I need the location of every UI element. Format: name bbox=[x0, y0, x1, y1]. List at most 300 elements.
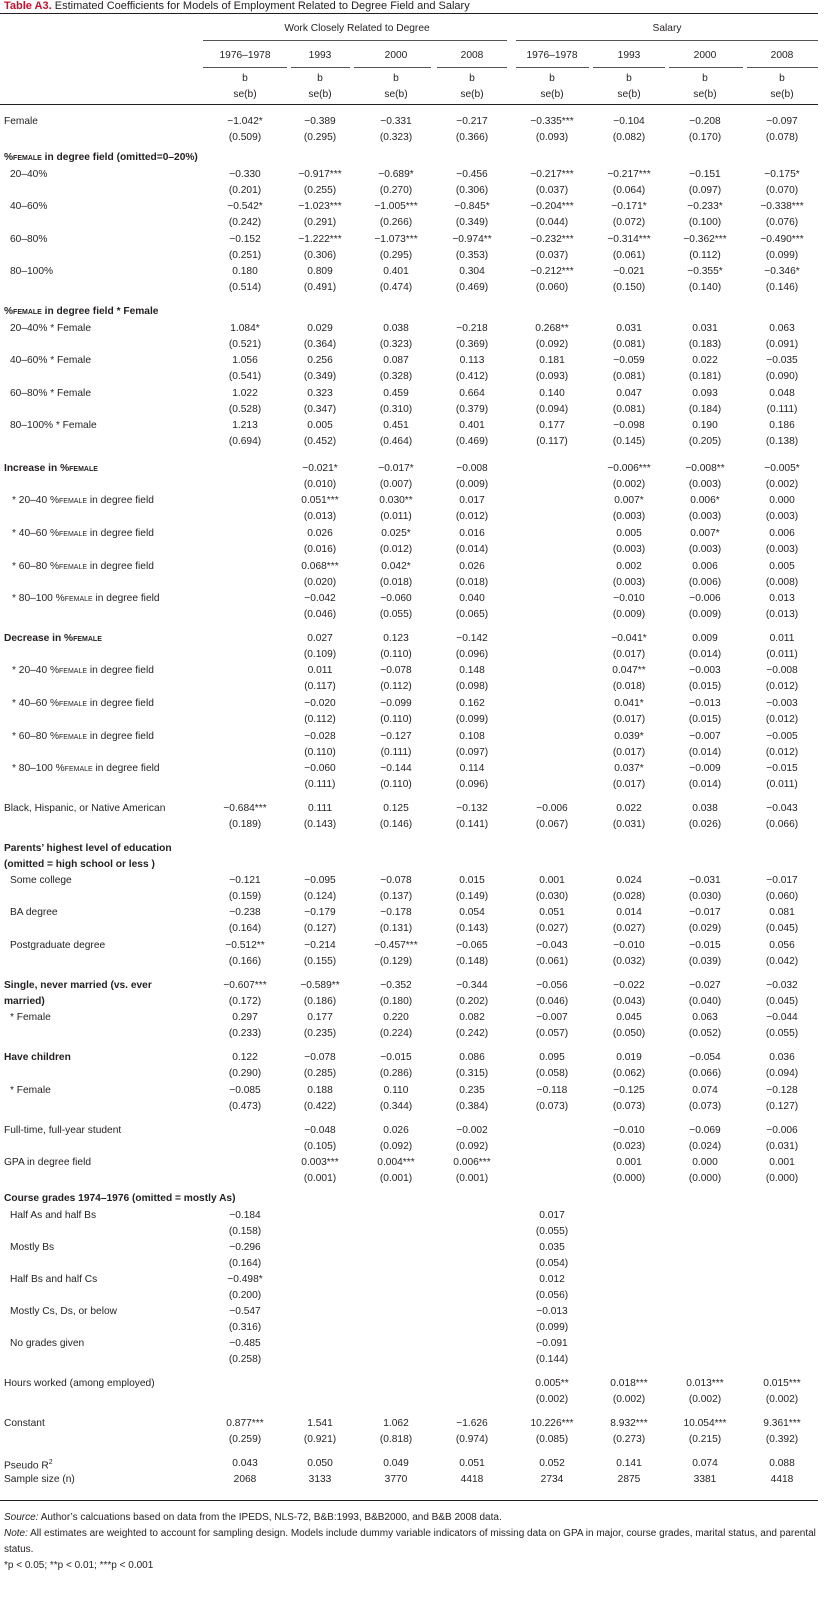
std-error: (0.029) bbox=[688, 923, 722, 934]
std-error: (0.180) bbox=[379, 996, 413, 1007]
std-error: (0.145) bbox=[612, 436, 646, 447]
row-label: * 80–100 %female in degree field bbox=[12, 593, 160, 604]
stat-se-header: se(b) bbox=[770, 89, 794, 100]
std-error: (0.096) bbox=[455, 779, 489, 790]
coef-value: −0.457*** bbox=[374, 940, 418, 951]
std-error: (0.003) bbox=[612, 577, 646, 588]
coef-value: −0.010 bbox=[613, 1125, 645, 1136]
caption-rule bbox=[0, 13, 818, 14]
std-error: (0.014) bbox=[688, 649, 722, 660]
coef-value: 0.014 bbox=[616, 907, 642, 918]
coef-value: −0.099 bbox=[380, 698, 412, 709]
coef-value: 0.087 bbox=[383, 355, 409, 366]
std-error: (0.064) bbox=[612, 185, 646, 196]
coef-value: 0.123 bbox=[383, 633, 409, 644]
sample-size-value: 2875 bbox=[617, 1474, 641, 1485]
std-error: (0.097) bbox=[688, 185, 722, 196]
std-error: (0.098) bbox=[455, 681, 489, 692]
coef-value: 0.047 bbox=[616, 388, 642, 399]
std-error: (0.818) bbox=[379, 1434, 413, 1445]
stat-se-header: se(b) bbox=[308, 89, 332, 100]
coef-value: 1.056 bbox=[232, 355, 258, 366]
std-error: (0.008) bbox=[765, 577, 799, 588]
std-error: (0.067) bbox=[535, 819, 569, 830]
group-rule-work bbox=[203, 40, 507, 41]
year-rule bbox=[593, 67, 665, 68]
row-label: %female in degree field * Female bbox=[4, 306, 159, 317]
coef-value: 0.459 bbox=[383, 388, 409, 399]
std-error: (0.464) bbox=[379, 436, 413, 447]
coef-value: 0.268** bbox=[535, 323, 569, 334]
coef-value: −0.362*** bbox=[683, 234, 727, 245]
std-error: (0.111) bbox=[380, 747, 412, 758]
source-note: Source: Author’s calcuations based on data from the IPEDS, NLS-72, B&B:1993, B&B2000, and B&B 2008 data. bbox=[4, 1512, 502, 1523]
std-error: (0.061) bbox=[535, 956, 569, 967]
std-error: (0.349) bbox=[455, 217, 489, 228]
std-error: (0.146) bbox=[765, 282, 799, 293]
row-label: Course grades 1974–1976 (omitted = mostly As) bbox=[4, 1193, 236, 1204]
row-label: Parents’ highest level of education bbox=[4, 843, 172, 854]
coef-value: 0.048 bbox=[769, 388, 795, 399]
coef-value: 0.037* bbox=[614, 763, 644, 774]
coef-value: −0.212*** bbox=[530, 266, 574, 277]
std-error: (0.012) bbox=[765, 747, 799, 758]
coef-value: 0.809 bbox=[307, 266, 333, 277]
sample-size-value: 3770 bbox=[384, 1474, 408, 1485]
std-error: (0.032) bbox=[612, 956, 646, 967]
std-error: (0.099) bbox=[455, 714, 489, 725]
sample-size-value: 3133 bbox=[308, 1474, 332, 1485]
std-error: (0.044) bbox=[535, 217, 569, 228]
coef-value: 0.011 bbox=[307, 665, 333, 676]
std-error: (0.092) bbox=[535, 339, 569, 350]
coef-value: 0.041* bbox=[614, 698, 644, 709]
coef-value: 0.016 bbox=[459, 528, 485, 539]
std-error: (0.514) bbox=[228, 282, 262, 293]
coef-value: −0.003 bbox=[689, 665, 721, 676]
std-error: (0.379) bbox=[455, 404, 489, 415]
pseudo-r2-value: 0.051 bbox=[459, 1458, 485, 1469]
coef-value: −0.010 bbox=[613, 940, 645, 951]
std-error: (0.100) bbox=[688, 217, 722, 228]
std-error: (0.353) bbox=[455, 250, 489, 261]
coef-value: −0.346* bbox=[764, 266, 800, 277]
coef-value: −0.054 bbox=[689, 1052, 721, 1063]
std-error: (0.258) bbox=[228, 1354, 262, 1365]
std-error: (0.112) bbox=[380, 681, 412, 692]
coef-value: −0.078 bbox=[380, 665, 412, 676]
stat-b-header: b bbox=[549, 73, 555, 84]
std-error: (0.060) bbox=[535, 282, 569, 293]
coef-value: −0.542* bbox=[227, 201, 263, 212]
std-error: (0.081) bbox=[612, 371, 646, 382]
coef-value: 0.451 bbox=[383, 420, 409, 431]
coef-value: −0.547 bbox=[229, 1306, 261, 1317]
coef-value: 0.220 bbox=[383, 1012, 409, 1023]
coef-value: −1.626 bbox=[456, 1418, 488, 1429]
coef-value: −0.006 bbox=[689, 593, 721, 604]
table-caption bbox=[4, 1, 470, 12]
std-error: (0.031) bbox=[765, 1141, 799, 1152]
std-error: (0.172) bbox=[228, 996, 262, 1007]
std-error: (0.024) bbox=[688, 1141, 722, 1152]
coef-value: 0.297 bbox=[232, 1012, 258, 1023]
std-error: (0.002) bbox=[535, 1394, 569, 1405]
sample-size-value: 4418 bbox=[770, 1474, 794, 1485]
std-error: (0.112) bbox=[689, 250, 721, 261]
std-error: (0.129) bbox=[379, 956, 413, 967]
year-rule bbox=[669, 67, 743, 68]
coef-value: −0.607*** bbox=[223, 980, 267, 991]
std-error: (0.286) bbox=[379, 1068, 413, 1079]
coef-value: 1.541 bbox=[307, 1418, 333, 1429]
coef-value: −0.008** bbox=[685, 463, 725, 474]
std-error: (0.694) bbox=[228, 436, 262, 447]
coef-value: 1.213 bbox=[232, 420, 258, 431]
std-error: (0.001) bbox=[303, 1173, 337, 1184]
coef-value: −0.338*** bbox=[760, 201, 804, 212]
coef-value: −0.845* bbox=[454, 201, 490, 212]
std-error: (0.007) bbox=[379, 479, 413, 490]
bottom-rule bbox=[0, 1500, 818, 1501]
row-label: * Female bbox=[10, 1085, 51, 1096]
coef-value: 0.005 bbox=[616, 528, 642, 539]
std-error: (0.242) bbox=[455, 1028, 489, 1039]
coef-value: −0.013 bbox=[536, 1306, 568, 1317]
coef-value: 0.027 bbox=[307, 633, 333, 644]
std-error: (0.110) bbox=[380, 714, 412, 725]
coef-value: 0.018*** bbox=[610, 1378, 648, 1389]
coef-value: 0.013 bbox=[769, 593, 795, 604]
std-error: (0.127) bbox=[303, 923, 337, 934]
std-error: (0.183) bbox=[688, 339, 722, 350]
coef-value: 0.093 bbox=[692, 388, 718, 399]
coef-value: 0.015 bbox=[459, 875, 485, 886]
year-header: 2000 bbox=[384, 50, 408, 61]
coef-value: 0.022 bbox=[616, 803, 642, 814]
row-label: married) bbox=[4, 996, 45, 1007]
sample-size-value: 2734 bbox=[540, 1474, 564, 1485]
std-error: (0.014) bbox=[455, 544, 489, 555]
std-error: (0.013) bbox=[303, 511, 337, 522]
coef-value: −0.007 bbox=[689, 731, 721, 742]
coef-value: −0.330 bbox=[229, 169, 261, 180]
coef-value: −0.095 bbox=[304, 875, 336, 886]
coef-value: −0.218 bbox=[456, 323, 488, 334]
std-error: (0.002) bbox=[612, 1394, 646, 1405]
std-error: (0.055) bbox=[765, 1028, 799, 1039]
std-error: (0.369) bbox=[455, 339, 489, 350]
coef-value: 0.051 bbox=[539, 907, 565, 918]
coef-value: 10.054*** bbox=[683, 1418, 727, 1429]
coef-value: 0.004*** bbox=[377, 1157, 415, 1168]
row-label: 60–80% * Female bbox=[10, 388, 91, 399]
std-error: (0.009) bbox=[612, 609, 646, 620]
coef-value: 0.029 bbox=[307, 323, 333, 334]
coef-value: 0.304 bbox=[459, 266, 485, 277]
std-error: (0.017) bbox=[612, 747, 646, 758]
coef-value: 0.082 bbox=[459, 1012, 485, 1023]
std-error: (0.081) bbox=[612, 339, 646, 350]
std-error: (0.347) bbox=[303, 404, 337, 415]
coef-value: −0.175* bbox=[764, 169, 800, 180]
std-error: (0.011) bbox=[766, 779, 798, 790]
std-error: (0.014) bbox=[688, 779, 722, 790]
coef-value: 0.122 bbox=[232, 1052, 258, 1063]
year-rule bbox=[437, 67, 507, 68]
pseudo-r2-sup: 2 bbox=[48, 1459, 53, 1466]
row-label: Constant bbox=[4, 1418, 45, 1429]
std-error: (0.259) bbox=[228, 1434, 262, 1445]
std-error: (0.092) bbox=[379, 1141, 413, 1152]
row-label: Mostly Cs, Ds, or below bbox=[10, 1306, 117, 1317]
coef-value: 0.054 bbox=[459, 907, 485, 918]
std-error: (0.092) bbox=[455, 1141, 489, 1152]
std-error: (0.000) bbox=[765, 1173, 799, 1184]
std-error: (0.000) bbox=[612, 1173, 646, 1184]
row-label: * 60–80 %female in degree field bbox=[12, 561, 154, 572]
pseudo-r2-value: 0.141 bbox=[616, 1458, 642, 1469]
coef-value: 0.001 bbox=[539, 875, 565, 886]
row-label: 40–60% * Female bbox=[10, 355, 91, 366]
coef-value: −0.043 bbox=[766, 803, 798, 814]
std-error: (0.012) bbox=[455, 511, 489, 522]
row-label: BA degree bbox=[10, 907, 58, 918]
std-error: (0.155) bbox=[303, 956, 337, 967]
coef-value: 0.056 bbox=[769, 940, 795, 951]
std-error: (0.056) bbox=[535, 1290, 569, 1301]
coef-value: −0.389 bbox=[304, 116, 336, 127]
coef-value: −0.355* bbox=[687, 266, 723, 277]
coef-value: 0.180 bbox=[232, 266, 258, 277]
std-error: (0.323) bbox=[379, 339, 413, 350]
row-label: Single, never married (vs. ever bbox=[4, 980, 152, 991]
coef-value: 0.114 bbox=[459, 763, 485, 774]
std-error: (0.002) bbox=[765, 479, 799, 490]
std-error: (0.251) bbox=[228, 250, 262, 261]
coef-value: 0.006 bbox=[769, 528, 795, 539]
std-error: (0.469) bbox=[455, 282, 489, 293]
coef-value: −0.152 bbox=[229, 234, 261, 245]
std-error: (0.006) bbox=[688, 577, 722, 588]
coef-value: 0.025* bbox=[381, 528, 411, 539]
coef-value: 0.108 bbox=[459, 731, 485, 742]
std-error: (0.112) bbox=[304, 714, 336, 725]
std-error: (0.093) bbox=[535, 371, 569, 382]
coef-value: 0.019 bbox=[616, 1052, 642, 1063]
std-error: (0.018) bbox=[612, 681, 646, 692]
coef-value: 0.009 bbox=[692, 633, 718, 644]
coef-value: −0.217*** bbox=[530, 169, 574, 180]
std-error: (0.037) bbox=[535, 185, 569, 196]
std-error: (0.170) bbox=[688, 132, 722, 143]
coef-value: −0.151 bbox=[689, 169, 721, 180]
std-error: (0.469) bbox=[455, 436, 489, 447]
coef-value: 0.177 bbox=[539, 420, 565, 431]
std-error: (0.081) bbox=[612, 404, 646, 415]
coef-value: −0.005* bbox=[764, 463, 800, 474]
stat-b-header: b bbox=[626, 73, 632, 84]
coef-value: 0.005 bbox=[307, 420, 333, 431]
coef-value: −0.144 bbox=[380, 763, 412, 774]
coef-value: −0.035 bbox=[766, 355, 798, 366]
std-error: (0.235) bbox=[303, 1028, 337, 1039]
std-error: (0.016) bbox=[303, 544, 337, 555]
coef-value: 0.026 bbox=[459, 561, 485, 572]
row-label: * Female bbox=[10, 1012, 51, 1023]
coef-value: −0.238 bbox=[229, 907, 261, 918]
coef-value: 0.140 bbox=[539, 388, 565, 399]
coef-value: −1.073*** bbox=[374, 234, 418, 245]
coef-value: −0.005 bbox=[766, 731, 798, 742]
coef-value: 0.148 bbox=[459, 665, 485, 676]
std-error: (0.474) bbox=[379, 282, 413, 293]
std-error: (0.117) bbox=[536, 436, 568, 447]
std-error: (0.043) bbox=[612, 996, 646, 1007]
coef-value: −0.022 bbox=[613, 980, 645, 991]
std-error: (0.082) bbox=[612, 132, 646, 143]
std-error: (0.189) bbox=[228, 819, 262, 830]
std-error: (0.015) bbox=[688, 714, 722, 725]
coef-value: −0.060 bbox=[380, 593, 412, 604]
stat-b-header: b bbox=[317, 73, 323, 84]
coef-value: 0.022 bbox=[692, 355, 718, 366]
coef-value: −0.017 bbox=[689, 907, 721, 918]
row-label: Full-time, full-year student bbox=[4, 1125, 122, 1136]
std-error: (0.028) bbox=[612, 891, 646, 902]
coef-value: 0.401 bbox=[383, 266, 409, 277]
row-label: Half Bs and half Cs bbox=[10, 1274, 98, 1285]
pseudo-r2-value: 0.088 bbox=[769, 1458, 795, 1469]
row-label: * 40–60 %female in degree field bbox=[12, 698, 154, 709]
std-error: (0.184) bbox=[688, 404, 722, 415]
coef-value: −0.344 bbox=[456, 980, 488, 991]
coef-value: 0.181 bbox=[539, 355, 565, 366]
std-error: (0.003) bbox=[612, 544, 646, 555]
coef-value: 10.226*** bbox=[530, 1418, 574, 1429]
coef-value: 0.125 bbox=[383, 803, 409, 814]
coef-value: −0.208 bbox=[689, 116, 721, 127]
coef-value: 0.323 bbox=[307, 388, 333, 399]
std-error: (0.158) bbox=[228, 1226, 262, 1237]
std-error: (0.003) bbox=[688, 511, 722, 522]
std-error: (0.541) bbox=[228, 371, 262, 382]
coef-value: −0.456 bbox=[456, 169, 488, 180]
coef-value: 0.039* bbox=[614, 731, 644, 742]
std-error: (0.078) bbox=[765, 132, 799, 143]
std-error: (0.030) bbox=[535, 891, 569, 902]
std-error: (0.111) bbox=[304, 779, 336, 790]
row-label: Black, Hispanic, or Native American bbox=[4, 803, 166, 814]
coef-value: −0.007 bbox=[536, 1012, 568, 1023]
row-label: Increase in %female bbox=[4, 463, 98, 474]
std-error: (0.020) bbox=[303, 577, 337, 588]
coef-value: 0.003*** bbox=[301, 1157, 339, 1168]
std-error: (0.003) bbox=[765, 544, 799, 555]
std-error: (0.146) bbox=[379, 819, 413, 830]
coef-value: 0.007* bbox=[690, 528, 720, 539]
std-error: (0.144) bbox=[535, 1354, 569, 1365]
std-error: (0.045) bbox=[765, 923, 799, 934]
std-error: (0.105) bbox=[303, 1141, 337, 1152]
coef-value: 0.017 bbox=[539, 1210, 565, 1221]
std-error: (0.045) bbox=[765, 996, 799, 1007]
row-label: (omitted = high school or less ) bbox=[4, 859, 155, 870]
std-error: (0.055) bbox=[535, 1226, 569, 1237]
std-error: (0.012) bbox=[765, 681, 799, 692]
stat-se-header: se(b) bbox=[693, 89, 717, 100]
std-error: (0.310) bbox=[379, 404, 413, 415]
pseudo-r2-value: 0.050 bbox=[307, 1458, 333, 1469]
std-error: (0.109) bbox=[303, 649, 337, 660]
pseudo-r2-value: 0.049 bbox=[383, 1458, 409, 1469]
stat-se-header: se(b) bbox=[384, 89, 408, 100]
std-error: (0.138) bbox=[765, 436, 799, 447]
std-error: (0.452) bbox=[303, 436, 337, 447]
coef-value: −0.214 bbox=[304, 940, 336, 951]
coef-value: −1.023*** bbox=[298, 201, 342, 212]
std-error: (0.137) bbox=[379, 891, 413, 902]
coef-value: 0.011 bbox=[769, 633, 795, 644]
year-header: 1993 bbox=[617, 50, 641, 61]
year-header: 1976–1978 bbox=[526, 50, 578, 61]
std-error: (0.921) bbox=[303, 1434, 337, 1445]
std-error: (0.349) bbox=[303, 371, 337, 382]
coef-value: −0.142 bbox=[456, 633, 488, 644]
coef-value: 0.006* bbox=[690, 495, 720, 506]
header-rule bbox=[0, 104, 818, 105]
row-label: * 20–40 %female in degree field bbox=[12, 495, 154, 506]
std-error: (0.018) bbox=[379, 577, 413, 588]
coef-value: −0.020 bbox=[304, 698, 336, 709]
coef-value: −0.006 bbox=[536, 803, 568, 814]
coef-value: −0.078 bbox=[304, 1052, 336, 1063]
coef-value: −1.222*** bbox=[298, 234, 342, 245]
std-error: (0.166) bbox=[228, 956, 262, 967]
coef-value: 0.000 bbox=[692, 1157, 718, 1168]
std-error: (0.328) bbox=[379, 371, 413, 382]
coef-value: 0.877*** bbox=[226, 1418, 264, 1429]
coef-value: −0.335*** bbox=[530, 116, 574, 127]
coef-value: −0.132 bbox=[456, 803, 488, 814]
std-error: (0.091) bbox=[765, 339, 799, 350]
coef-value: 0.235 bbox=[459, 1085, 485, 1096]
std-error: (0.291) bbox=[303, 217, 337, 228]
std-error: (0.062) bbox=[612, 1068, 646, 1079]
row-label: 80–100% * Female bbox=[10, 420, 97, 431]
stat-se-header: se(b) bbox=[540, 89, 564, 100]
row-label: 20–40% * Female bbox=[10, 323, 91, 334]
year-rule bbox=[203, 67, 287, 68]
std-error: (0.094) bbox=[765, 1068, 799, 1079]
coef-value: −0.097 bbox=[766, 116, 798, 127]
std-error: (0.009) bbox=[455, 479, 489, 490]
coef-value: −0.296 bbox=[229, 1242, 261, 1253]
coef-value: −0.128 bbox=[766, 1085, 798, 1096]
std-error: (0.030) bbox=[688, 891, 722, 902]
std-error: (0.143) bbox=[303, 819, 337, 830]
std-error: (0.473) bbox=[228, 1101, 262, 1112]
std-error: (0.002) bbox=[688, 1394, 722, 1405]
coef-value: −0.974** bbox=[452, 234, 492, 245]
std-error: (0.040) bbox=[688, 996, 722, 1007]
std-error: (0.096) bbox=[455, 649, 489, 660]
row-label: Decrease in %female bbox=[4, 633, 102, 644]
row-label: 20–40% bbox=[10, 169, 48, 180]
coef-value: 0.401 bbox=[459, 420, 485, 431]
coef-value: −0.021* bbox=[302, 463, 338, 474]
stat-se-header: se(b) bbox=[617, 89, 641, 100]
